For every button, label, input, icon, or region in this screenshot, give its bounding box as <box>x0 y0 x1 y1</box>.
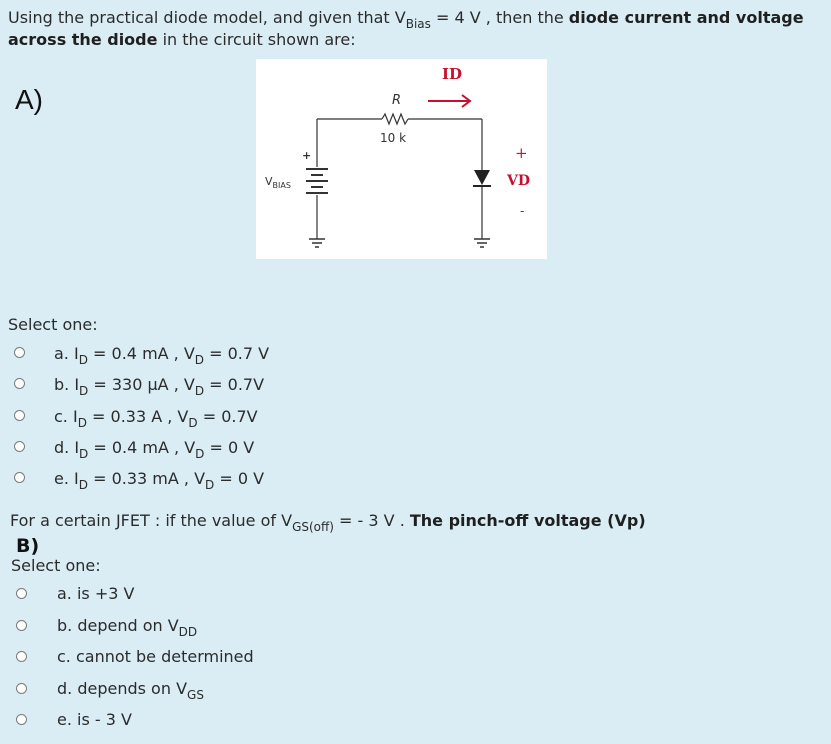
q1-option-e[interactable] <box>0 465 831 491</box>
radio-button[interactable] <box>14 378 25 389</box>
vd-plus: + <box>515 144 528 162</box>
select-one-label: Select one: <box>8 315 98 334</box>
question1-text: Using the practical diode model, and given that $V_{Bias} = 4$ V , then the diode current and voltage across the diode in the circuit shown are: <box>8 8 804 49</box>
q2-option-a[interactable] <box>0 580 831 606</box>
circuit-schematic <box>256 59 547 259</box>
radio-button[interactable] <box>14 410 25 421</box>
radio-button[interactable] <box>16 620 27 631</box>
q2-option-d[interactable] <box>0 675 831 701</box>
current-arrow <box>428 95 470 107</box>
option-label: a. is +3 V <box>57 583 135 603</box>
resistor-value: 10 k <box>380 131 407 145</box>
vbias-label: $V_{BIAS}$ <box>265 175 291 190</box>
diode-symbol <box>473 170 491 186</box>
radio-button[interactable] <box>16 714 27 725</box>
battery-symbol <box>306 169 328 193</box>
option-label: b. $I_D = 330$ μA , $V_D = 0.7V$ <box>54 374 265 398</box>
question2-label: B) <box>16 535 40 557</box>
option-label: c. cannot be determined <box>57 646 254 666</box>
option-label: c. $I_D = 0.33$ A , $V_D = 0.7V$ <box>54 406 258 430</box>
q1-options-list <box>0 340 831 500</box>
radio-button[interactable] <box>16 588 27 599</box>
circuit-diagram <box>256 59 547 259</box>
q2-options-list <box>0 580 831 740</box>
radio-button[interactable] <box>14 347 25 358</box>
q1-option-d[interactable] <box>0 434 831 460</box>
q1-option-c[interactable] <box>0 403 831 429</box>
question1-label: A) <box>15 84 43 115</box>
radio-button[interactable] <box>16 683 27 694</box>
q1-option-a[interactable] <box>0 340 831 366</box>
q2-option-c[interactable] <box>0 643 831 669</box>
q1-option-b[interactable] <box>0 371 831 397</box>
vd-label: VD <box>507 173 531 189</box>
radio-button[interactable] <box>16 651 27 662</box>
option-label: a. $I_D = 0.4$ mA , $V_D = 0.7$ V <box>54 343 270 367</box>
radio-button[interactable] <box>14 441 25 452</box>
option-label: e. is - 3 V <box>57 709 132 729</box>
option-label: b. depend on $V_{DD}$ <box>57 615 198 639</box>
ground-symbols <box>309 239 490 247</box>
vd-minus: - <box>520 204 525 219</box>
select-one-label: Select one: <box>11 556 101 575</box>
radio-button[interactable] <box>14 472 25 483</box>
battery-plus: + <box>302 149 312 162</box>
q2-option-e[interactable] <box>0 706 831 732</box>
resistor-label: R <box>392 93 402 108</box>
question2-text: For a certain JFET : if the value of $V_{GS(off)}$ = - 3 V . The pinch-off voltage (Vp) <box>10 511 646 534</box>
option-label: e. $I_D = 0.33$ mA , $V_D = 0$ V <box>54 468 265 492</box>
option-label: d. depends on $V_{GS}$ <box>57 678 204 702</box>
id-label: ID <box>442 65 463 83</box>
option-label: d. $I_D = 0.4$ mA , $V_D = 0$ V <box>54 437 255 461</box>
q2-option-b[interactable] <box>0 612 831 638</box>
